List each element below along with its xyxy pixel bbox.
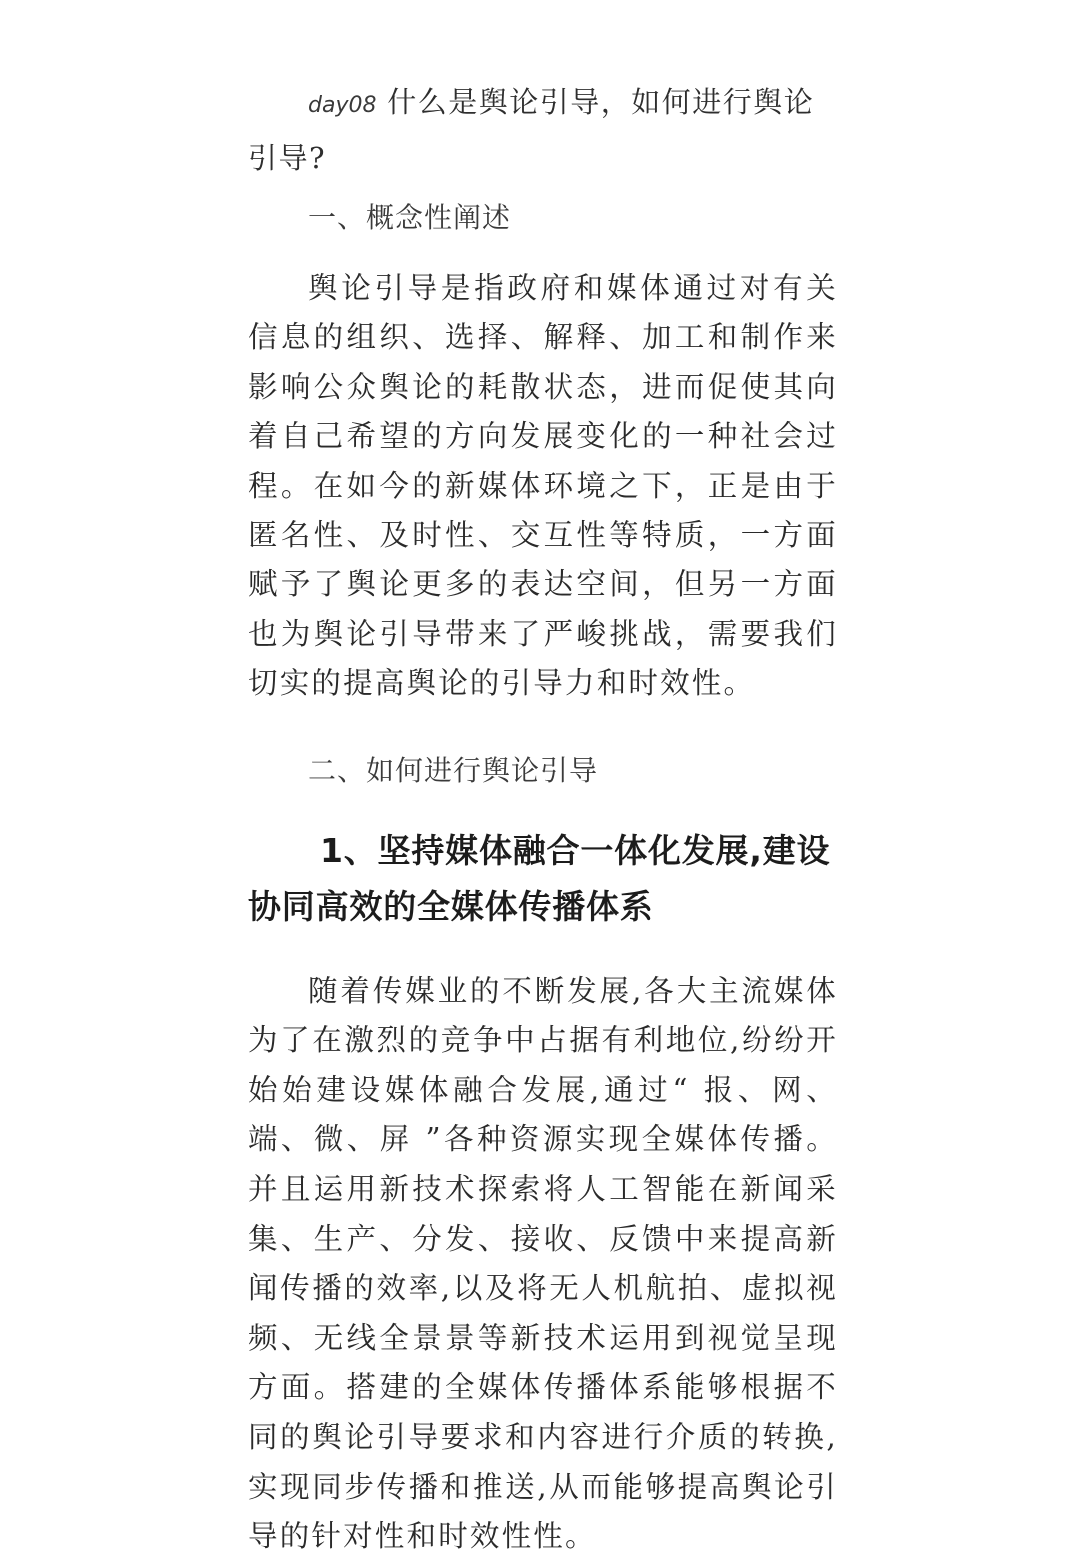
section-heading-concept: 一、概念性阐述 bbox=[308, 201, 512, 234]
media-integration-paragraph: 随着传媒业的不断发展,各大主流媒体为了在激烈的竞争中占据有利地位,纷纷开始始建设媒体融合发展,通过“ 报、网、端、微、屏 ”各种资源实现全媒体传播。并且运用新技术探索将人工智能在新闻采集、生产、分发、接收、反馈中来提高新闻传播的效率,以及将无人机航拍、虚拟视频、无线全景景等新技术运用到视觉呈现方面。搭建的全媒体传播体系能够根据不同的舆论引导要求和内容进行介质的转换,实现同步传播和推送,从而能够提高舆论引导的针对性和时效性性。 bbox=[248, 973, 838, 1554]
title-text: 什么是舆论引导，如何进行舆论引导? bbox=[248, 85, 815, 175]
document-title bbox=[248, 0, 838, 184]
document-page bbox=[248, 0, 838, 1562]
section-heading-how: 二、如何进行舆论引导 bbox=[308, 753, 599, 787]
subheading-media-integration: 1、坚持媒体融合一体化发展,建设协同高效的全媒体传播体系 bbox=[248, 830, 831, 926]
concept-paragraph: 舆论引导是指政府和媒体通过对有关信息的组织、选择、解释、加工和制作来影响公众舆论的耗散状态，进而促使其向着自己希望的方向发展变化的一种社会过程。在如今的新媒体环境之下，正是由于匿名性、及时性、交互性等特质，一方面赋予了舆论更多的表达空间，但另一方面也为舆论引导带来了严峻挑战，需要我们切实的提高舆论的引导力和时效性。 bbox=[248, 271, 838, 701]
day-tag: day08 bbox=[308, 93, 377, 118]
